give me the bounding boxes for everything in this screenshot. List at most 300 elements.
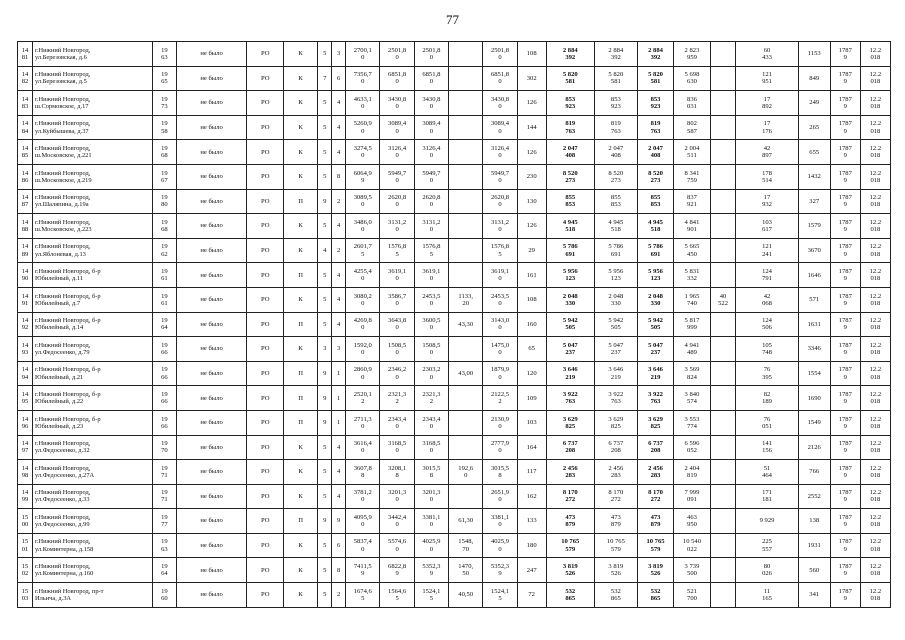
cell-limit-cost: 1787 9 [830,214,860,239]
cell-cost-owner: 3 569 824 [674,361,710,386]
cell-floors: 5 [318,42,332,67]
cell-cost-municipal [710,484,736,509]
table-row [18,115,891,140]
cell-total-area: 4255,4 0 [346,263,380,288]
cell-address: г.Нижний Новгород, ул.Коминтерна, д.160 [33,558,153,583]
cell-cost-municipal [710,337,736,362]
cell-living-area: 2321,3 2 [380,386,414,411]
cell-cost-other: 9 929 [736,509,798,534]
cell-entrances: 4 [332,287,346,312]
cell-cost-owner: 7 999 091 [674,484,710,509]
cell-entrances: 9 [332,509,346,534]
cell-common-area: 1879,9 0 [483,361,517,386]
cell-build-year: 19 58 [153,115,177,140]
cell-cost-fund: 5 942 505 [637,312,673,337]
cell-cost-other: 105 748 [736,337,798,362]
cell-entrances: 4 [332,435,346,460]
cell-cost-fund: 473 879 [637,509,673,534]
cell-cost-total: 6 737 208 [546,435,594,460]
cell-wall-material: К [283,533,317,558]
cell-cost-other: 17 932 [736,189,798,214]
cell-limit-cost: 1787 9 [830,263,860,288]
cell-build-year: 19 66 [153,386,177,411]
cell-municipal-area: 1470, 50 [449,558,483,583]
cell-limit-cost: 1787 9 [830,115,860,140]
cell-cost-municipal [710,214,736,239]
cell-completion-date: 12.2 018 [860,164,890,189]
cell-cost-fund: 2 456 283 [637,460,673,485]
cell-cost-owner: 4 941 489 [674,337,710,362]
cell-cost-owner: 802 587 [674,115,710,140]
cell-completion-date: 12.2 018 [860,42,890,67]
cell-living-area: 3208,1 8 [380,460,414,485]
cell-cost-owner: 3 739 500 [674,558,710,583]
cell-operating-org: РО [247,410,283,435]
cell-total-area: 3781,2 0 [346,484,380,509]
cell-common-area: 2777,9 0 [483,435,517,460]
cell-municipal-area [449,214,483,239]
cell-limit-cost: 1787 9 [830,312,860,337]
cell-floors: 9 [318,189,332,214]
cell-wall-material: П [283,410,317,435]
cell-cost-municipal [710,115,736,140]
cell-cost-per-m2: 1432 [798,164,830,189]
cell-municipal-area [449,410,483,435]
cell-cost-fund: 3 646 219 [637,361,673,386]
cell-cost-per-m2: 560 [798,558,830,583]
cell-limit-cost: 1787 9 [830,460,860,485]
cell-cost-sum: 5 956 123 [594,263,637,288]
cell-private-area: 3201,3 0 [414,484,448,509]
cell-cost-fund: 2 047 408 [637,140,673,165]
cell-build-year: 19 61 [153,263,177,288]
cell-cost-fund: 2 048 330 [637,287,673,312]
cell-completion-date: 12.2 018 [860,91,890,116]
cell-build-year: 19 60 [153,583,177,608]
cell-common-area: 2501,8 0 [483,42,517,67]
cell-cost-other: 103 617 [736,214,798,239]
cell-operating-org: РО [247,435,283,460]
table-row [18,66,891,91]
cell-operating-org: РО [247,189,283,214]
cell-cost-total: 3 922 763 [546,386,594,411]
cell-cost-sum: 3 629 825 [594,410,637,435]
cell-living-area: 2620,8 0 [380,189,414,214]
cell-private-area: 2321,3 2 [414,386,448,411]
cell-wall-material: К [283,287,317,312]
table-row [18,484,891,509]
cell-cost-other: 124 791 [736,263,798,288]
table-row [18,164,891,189]
cell-capital-repair-status: не было [176,509,247,534]
cell-municipal-area [449,66,483,91]
cell-living-area: 2501,8 0 [380,42,414,67]
cell-cost-sum: 3 646 219 [594,361,637,386]
cell-build-year: 19 68 [153,214,177,239]
cell-cost-fund: 4 945 518 [637,214,673,239]
cell-capital-repair-status: не было [176,410,247,435]
cell-total-area: 4633,1 0 [346,91,380,116]
cell-row-number: 14 99 [18,484,33,509]
cell-living-area: 3619,1 0 [380,263,414,288]
cell-entrances: 4 [332,484,346,509]
cell-capital-repair-status: не было [176,164,247,189]
cell-limit-cost: 1787 9 [830,42,860,67]
cell-cost-total: 2 456 283 [546,460,594,485]
cell-residents: 109 [517,386,546,411]
cell-wall-material: П [283,312,317,337]
cell-entrances: 1 [332,361,346,386]
cell-common-area: 3126,4 0 [483,140,517,165]
cell-cost-other: 17 892 [736,91,798,116]
cell-living-area: 3430,8 0 [380,91,414,116]
cell-capital-repair-status: не было [176,386,247,411]
cell-operating-org: РО [247,91,283,116]
cell-municipal-area [449,263,483,288]
cell-wall-material: П [283,509,317,534]
cell-common-area: 3381,1 0 [483,509,517,534]
cell-residents: 126 [517,91,546,116]
cell-operating-org: РО [247,140,283,165]
cell-cost-fund: 6 737 208 [637,435,673,460]
cell-living-area: 6822,8 9 [380,558,414,583]
cell-private-area: 3131,2 0 [414,214,448,239]
cell-cost-other: 121 951 [736,66,798,91]
cell-cost-other: 42 897 [736,140,798,165]
cell-cost-other: 11 165 [736,583,798,608]
cell-cost-per-m2: 849 [798,66,830,91]
cell-cost-per-m2: 1549 [798,410,830,435]
cell-operating-org: РО [247,42,283,67]
cell-cost-total: 819 763 [546,115,594,140]
cell-cost-other: 60 433 [736,42,798,67]
cell-cost-municipal [710,558,736,583]
cell-completion-date: 12.2 018 [860,583,890,608]
cell-municipal-area: 61,30 [449,509,483,534]
cell-row-number: 14 86 [18,164,33,189]
cell-residents: 108 [517,42,546,67]
cell-living-area: 6851,8 0 [380,66,414,91]
cell-municipal-area: 1133, 20 [449,287,483,312]
cell-cost-owner: 2 004 511 [674,140,710,165]
cell-build-year: 19 71 [153,460,177,485]
cell-completion-date: 12.2 018 [860,435,890,460]
cell-private-area: 1508,5 0 [414,337,448,362]
cell-private-area: 5352,3 9 [414,558,448,583]
cell-operating-org: РО [247,533,283,558]
cell-private-area: 5949,7 0 [414,164,448,189]
cell-residents: 133 [517,509,546,534]
cell-floors: 9 [318,509,332,534]
cell-floors: 4 [318,238,332,263]
cell-wall-material: К [283,460,317,485]
cell-build-year: 19 63 [153,533,177,558]
cell-cost-per-m2: 3346 [798,337,830,362]
cell-entrances: 2 [332,583,346,608]
cell-limit-cost: 1787 9 [830,91,860,116]
cell-cost-sum: 5 942 505 [594,312,637,337]
cell-total-area: 5260,9 0 [346,115,380,140]
cell-cost-per-m2: 341 [798,583,830,608]
cell-total-area: 2860,9 0 [346,361,380,386]
table-row [18,312,891,337]
cell-completion-date: 12.2 018 [860,238,890,263]
cell-cost-owner: 837 921 [674,189,710,214]
cell-capital-repair-status: не было [176,435,247,460]
cell-residents: 117 [517,460,546,485]
cell-limit-cost: 1787 9 [830,140,860,165]
cell-common-area: 2620,8 0 [483,189,517,214]
cell-row-number: 15 02 [18,558,33,583]
cell-cost-municipal [710,312,736,337]
cell-build-year: 19 70 [153,435,177,460]
cell-total-area: 2711,3 0 [346,410,380,435]
cell-limit-cost: 1787 9 [830,287,860,312]
cell-cost-total: 473 879 [546,509,594,534]
cell-wall-material: К [283,91,317,116]
cell-cost-owner: 1 965 740 [674,287,710,312]
cell-residents: 302 [517,66,546,91]
cell-private-area: 3600,5 0 [414,312,448,337]
cell-common-area: 3619,1 0 [483,263,517,288]
cell-living-area: 5574,6 0 [380,533,414,558]
cell-operating-org: РО [247,558,283,583]
cell-cost-sum: 2 884 392 [594,42,637,67]
cell-cost-total: 4 945 518 [546,214,594,239]
cell-capital-repair-status: не было [176,140,247,165]
cell-build-year: 19 62 [153,238,177,263]
table-row [18,140,891,165]
cell-row-number: 14 97 [18,435,33,460]
cell-cost-per-m2: 327 [798,189,830,214]
cell-private-area: 2303,2 0 [414,361,448,386]
cell-operating-org: РО [247,238,283,263]
table-row [18,533,891,558]
cell-capital-repair-status: не было [176,533,247,558]
cell-build-year: 19 66 [153,337,177,362]
cell-capital-repair-status: не было [176,91,247,116]
cell-build-year: 19 71 [153,484,177,509]
cell-cost-per-m2: 265 [798,115,830,140]
cell-address: г.Нижний Новгород, ул.Федосеенко, д.32 [33,435,153,460]
table-row [18,509,891,534]
cell-cost-sum: 2 048 330 [594,287,637,312]
cell-build-year: 19 65 [153,66,177,91]
cell-build-year: 19 66 [153,410,177,435]
cell-capital-repair-status: не было [176,484,247,509]
cell-completion-date: 12.2 018 [860,460,890,485]
cell-wall-material: К [283,583,317,608]
cell-cost-municipal [710,164,736,189]
cell-operating-org: РО [247,115,283,140]
cell-municipal-area [449,115,483,140]
cell-cost-fund: 855 853 [637,189,673,214]
cell-row-number: 14 93 [18,337,33,362]
cell-cost-other: 76 051 [736,410,798,435]
cell-cost-municipal [710,410,736,435]
cell-cost-sum: 853 923 [594,91,637,116]
cell-cost-municipal [710,91,736,116]
cell-municipal-area [449,164,483,189]
cell-living-area: 3201,3 0 [380,484,414,509]
cell-cost-municipal: 40 522 [710,287,736,312]
table-row [18,435,891,460]
cell-completion-date: 12.2 018 [860,484,890,509]
cell-limit-cost: 1787 9 [830,386,860,411]
cell-row-number: 14 95 [18,386,33,411]
cell-municipal-area [449,238,483,263]
cell-municipal-area: 40,50 [449,583,483,608]
cell-common-area: 1475,0 0 [483,337,517,362]
cell-operating-org: РО [247,214,283,239]
cell-cost-owner: 3 553 774 [674,410,710,435]
cell-wall-material: П [283,263,317,288]
cell-row-number: 14 98 [18,460,33,485]
cell-entrances: 2 [332,238,346,263]
cell-cost-fund: 10 765 579 [637,533,673,558]
cell-row-number: 14 84 [18,115,33,140]
cell-row-number: 14 81 [18,42,33,67]
cell-operating-org: РО [247,312,283,337]
cell-common-area: 2130,9 0 [483,410,517,435]
cell-total-area: 3089,5 0 [346,189,380,214]
cell-residents: 144 [517,115,546,140]
cell-capital-repair-status: не было [176,189,247,214]
cell-row-number: 15 00 [18,509,33,534]
cell-cost-sum: 6 737 208 [594,435,637,460]
cell-address: г.Нижний Новгород, ул.Шаляпина, д.19а [33,189,153,214]
cell-floors: 3 [318,337,332,362]
cell-row-number: 14 94 [18,361,33,386]
cell-total-area: 6064,9 9 [346,164,380,189]
cell-cost-fund: 3 922 763 [637,386,673,411]
cell-residents: 164 [517,435,546,460]
cell-cost-sum: 5 786 691 [594,238,637,263]
cell-cost-owner: 521 700 [674,583,710,608]
cell-cost-other: 76 395 [736,361,798,386]
cell-total-area: 2700,1 0 [346,42,380,67]
cell-cost-other: 171 181 [736,484,798,509]
cell-common-area: 2453,5 0 [483,287,517,312]
cell-entrances: 8 [332,558,346,583]
cell-entrances: 4 [332,263,346,288]
cell-cost-total: 3 646 219 [546,361,594,386]
cell-floors: 5 [318,164,332,189]
cell-residents: 72 [517,583,546,608]
cell-cost-owner: 5 831 332 [674,263,710,288]
cell-municipal-area [449,484,483,509]
cell-address: г.Нижний Новгород, ул.Яблоневая, д.13 [33,238,153,263]
cell-cost-sum: 855 853 [594,189,637,214]
cell-completion-date: 12.2 018 [860,361,890,386]
cell-wall-material: К [283,66,317,91]
cell-floors: 5 [318,263,332,288]
cell-limit-cost: 1787 9 [830,484,860,509]
cell-operating-org: РО [247,484,283,509]
cell-residents: 108 [517,287,546,312]
cell-private-area: 6851,8 0 [414,66,448,91]
cell-limit-cost: 1787 9 [830,558,860,583]
page-number: 77 [446,12,459,27]
cell-private-area: 1524,1 5 [414,583,448,608]
cell-living-area: 1564,6 5 [380,583,414,608]
cell-cost-sum: 819 763 [594,115,637,140]
cell-wall-material: П [283,189,317,214]
cell-cost-municipal [710,263,736,288]
cell-operating-org: РО [247,460,283,485]
cell-address: г.Нижний Новгород, б-р Юбилейный, д.11 [33,263,153,288]
cell-capital-repair-status: не было [176,115,247,140]
cell-cost-total: 8 520 273 [546,164,594,189]
cell-common-area: 3089,4 0 [483,115,517,140]
cell-cost-municipal [710,533,736,558]
cell-residents: 162 [517,484,546,509]
cell-floors: 7 [318,66,332,91]
cell-wall-material: К [283,558,317,583]
cell-cost-total: 5 047 237 [546,337,594,362]
cell-residents: 126 [517,140,546,165]
cell-cost-sum: 3 819 526 [594,558,637,583]
cell-address: г.Нижний Новгород, б-р Юбилейный, д.14 [33,312,153,337]
cell-total-area: 7411,5 9 [346,558,380,583]
cell-cost-sum: 4 945 518 [594,214,637,239]
cell-operating-org: РО [247,263,283,288]
cell-entrances: 4 [332,214,346,239]
cell-wall-material: К [283,484,317,509]
cell-operating-org: РО [247,386,283,411]
registry-body [18,42,891,608]
cell-entrances: 4 [332,140,346,165]
cell-cost-total: 10 765 579 [546,533,594,558]
cell-address: г.Нижний Новгород, б-р Юбилейный, д.7 [33,287,153,312]
cell-cost-sum: 2 456 283 [594,460,637,485]
cell-capital-repair-status: не было [176,460,247,485]
cell-total-area: 1674,6 5 [346,583,380,608]
cell-living-area: 1508,5 0 [380,337,414,362]
cell-residents: 65 [517,337,546,362]
cell-cost-total: 5 956 123 [546,263,594,288]
cell-living-area: 1576,8 5 [380,238,414,263]
cell-build-year: 19 64 [153,558,177,583]
cell-build-year: 19 61 [153,287,177,312]
cell-floors: 5 [318,287,332,312]
cell-floors: 9 [318,361,332,386]
cell-cost-sum: 3 922 763 [594,386,637,411]
cell-private-area: 4025,9 0 [414,533,448,558]
cell-operating-org: РО [247,164,283,189]
cell-cost-total: 5 786 691 [546,238,594,263]
cell-cost-owner: 8 341 759 [674,164,710,189]
cell-address: г.Нижний Новгород, пр-т Ильича, д.3А [33,583,153,608]
cell-capital-repair-status: не было [176,558,247,583]
cell-completion-date: 12.2 018 [860,214,890,239]
cell-entrances: 8 [332,164,346,189]
cell-total-area: 3616,4 0 [346,435,380,460]
cell-residents: 130 [517,189,546,214]
cell-residents: 180 [517,533,546,558]
cell-capital-repair-status: не было [176,263,247,288]
cell-entrances: 3 [332,337,346,362]
cell-cost-other: 51 464 [736,460,798,485]
cell-cost-municipal [710,361,736,386]
cell-common-area: 3131,2 0 [483,214,517,239]
cell-cost-total: 532 865 [546,583,594,608]
cell-cost-fund: 8 170 272 [637,484,673,509]
cell-wall-material: К [283,140,317,165]
cell-floors: 5 [318,435,332,460]
cell-row-number: 14 83 [18,91,33,116]
cell-cost-municipal [710,140,736,165]
